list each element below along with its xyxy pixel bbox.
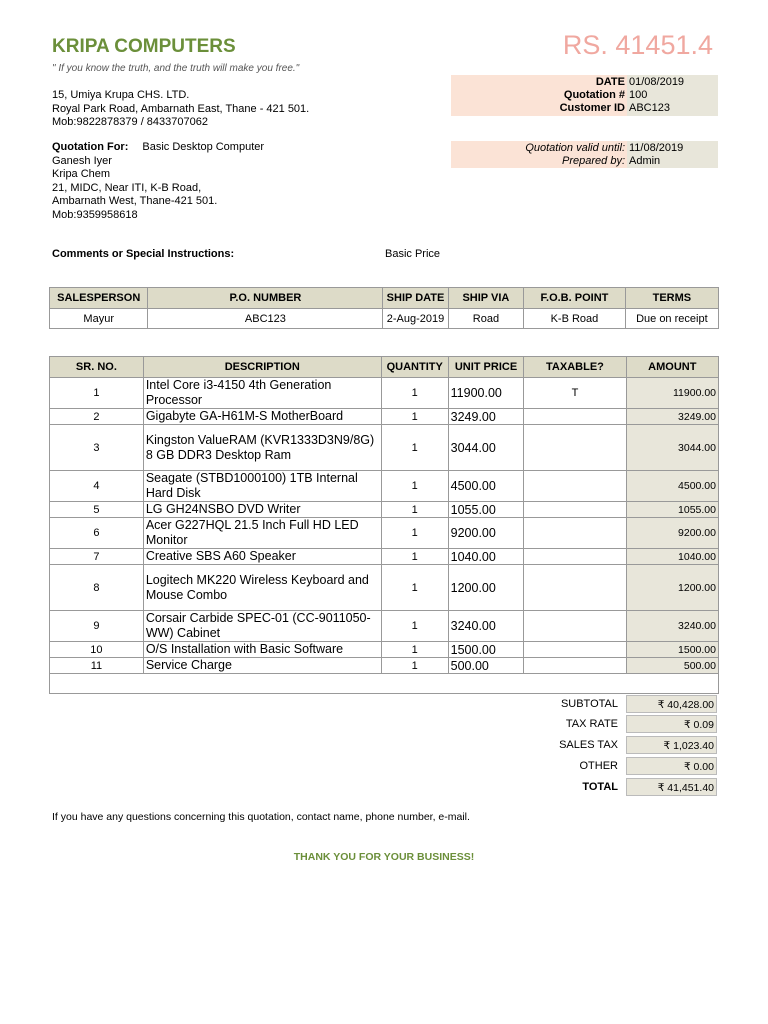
item-amount: 1500.00 (626, 642, 718, 658)
item-price: 1500.00 (448, 642, 524, 658)
item-sr: 11 (50, 658, 144, 674)
item-tax (524, 471, 626, 502)
item-price: 1055.00 (448, 502, 524, 518)
item-sr: 2 (50, 409, 144, 425)
item-sr: 5 (50, 502, 144, 518)
item-sr: 9 (50, 611, 144, 642)
shipping-table (49, 287, 719, 329)
item-qty: 1 (381, 409, 448, 425)
item-qty: 1 (381, 642, 448, 658)
client-line: Ambarnath West, Thane-421 501. (52, 195, 218, 207)
date-value: 01/08/2019 (629, 76, 685, 88)
item-desc: O/S Installation with Basic Software (143, 642, 381, 658)
shipping-header: SHIP VIA (448, 288, 524, 309)
item-tax (524, 549, 626, 565)
company-address (52, 89, 309, 130)
total-heading: RS. 41451.4 (562, 30, 713, 60)
item-qty: 1 (381, 611, 448, 642)
client-line: Mob:9359958618 (52, 208, 138, 221)
item-qty: 1 (381, 549, 448, 565)
item-price: 11900.00 (448, 378, 524, 409)
item-desc: Logitech MK220 Wireless Keyboard and Mouse Combo (143, 565, 381, 611)
items-header: UNIT PRICE (448, 357, 524, 378)
quote-label: Quotation # (563, 89, 625, 101)
item-price: 9200.00 (448, 518, 524, 549)
other-label: OTHER (579, 760, 618, 772)
prepared-label: Prepared by: (562, 155, 625, 167)
item-amount: 11900.00 (626, 378, 718, 409)
item-desc: Kingston ValueRAM (KVR1333D3N9/8G) 8 GB DDR3 Desktop Ram (143, 425, 381, 471)
quote-value: 100 (629, 89, 648, 101)
other-value: ₹ 0.00 (626, 757, 717, 775)
item-sr: 4 (50, 471, 144, 502)
address-line: Royal Park Road, Ambarnath East, Thane - 421 501. (52, 102, 310, 115)
item-amount: 1040.00 (626, 549, 718, 565)
item-tax: T (524, 378, 626, 409)
item-amount: 9200.00 (626, 518, 718, 549)
quote-meta-box (451, 75, 718, 116)
company-tagline: " If you know the truth, and the truth will make you free." (52, 63, 300, 74)
shipping-cell: 2-Aug-2019 (383, 309, 448, 329)
item-amount: 1055.00 (626, 502, 718, 518)
valid-value: 11/08/2019 (629, 142, 684, 154)
item-tax (524, 565, 626, 611)
salestax-value: ₹ 1,023.40 (626, 736, 717, 754)
item-amount: 3240.00 (626, 611, 718, 642)
address-line: Mob:9822878379 / 8433707062 (52, 116, 208, 128)
item-desc: Gigabyte GA-H61M-S MotherBoard (143, 409, 381, 425)
item-price: 3240.00 (448, 611, 524, 642)
item-tax (524, 658, 626, 674)
shipping-cell: Due on receipt (625, 309, 718, 329)
validity-box (451, 141, 718, 168)
item-tax (524, 611, 626, 642)
item-desc: Intel Core i3-4150 4th Generation Processor (143, 378, 381, 409)
valid-label: Quotation valid until: (525, 142, 625, 154)
item-sr: 7 (50, 549, 144, 565)
item-amount: 3249.00 (626, 409, 718, 425)
quotation-for-label: Quotation For: (52, 141, 129, 153)
shipping-header: F.O.B. POINT (524, 288, 626, 309)
client-line: Kripa Chem (52, 168, 111, 180)
thank-you-note: THANK YOU FOR YOUR BUSINESS! (293, 851, 475, 863)
item-amount: 3044.00 (626, 425, 718, 471)
shipping-cell: K-B Road (524, 309, 626, 329)
taxrate-label: TAX RATE (565, 718, 618, 730)
contact-note: If you have any questions concerning this quotation, contact name, phone number, e-mail. (52, 811, 470, 823)
item-desc: Creative SBS A60 Speaker (143, 549, 381, 565)
shipping-header: SALESPERSON (50, 288, 148, 309)
items-header: AMOUNT (626, 357, 718, 378)
items-header: QUANTITY (381, 357, 448, 378)
item-qty: 1 (381, 518, 448, 549)
item-qty: 1 (381, 425, 448, 471)
item-price: 3044.00 (448, 425, 524, 471)
item-sr: 1 (50, 378, 144, 409)
comments-label: Comments or Special Instructions: (52, 248, 235, 260)
prepared-value: Admin (629, 155, 661, 167)
client-line: 21, MIDC, Near ITI, K-B Road, (52, 181, 202, 194)
taxrate-value: ₹ 0.09 (626, 715, 717, 733)
item-qty: 1 (381, 471, 448, 502)
item-desc: Acer G227HQL 21.5 Inch Full HD LED Monitor (143, 518, 381, 549)
client-block (52, 141, 264, 222)
customer-label: Customer ID (559, 102, 625, 114)
item-tax (524, 642, 626, 658)
subtotal-value: ₹ 40,428.00 (626, 695, 717, 713)
blank-row (50, 674, 719, 694)
item-amount: 1200.00 (626, 565, 718, 611)
salestax-label: SALES TAX (559, 739, 618, 751)
item-price: 3249.00 (448, 409, 524, 425)
item-tax (524, 502, 626, 518)
customer-value: ABC123 (629, 102, 670, 114)
item-price: 1040.00 (448, 549, 524, 565)
comments-value: Basic Price (385, 248, 441, 260)
item-desc: Corsair Carbide SPEC-01 (CC-9011050-WW) Cabinet (143, 611, 381, 642)
item-tax (524, 518, 626, 549)
item-price: 1200.00 (448, 565, 524, 611)
item-qty: 1 (381, 502, 448, 518)
shipping-cell: Mayur (50, 309, 148, 329)
date-label: DATE (595, 76, 625, 88)
address-line: 15, Umiya Krupa CHS. LTD. (52, 89, 190, 101)
item-tax (524, 409, 626, 425)
items-header: DESCRIPTION (143, 357, 381, 378)
item-price: 500.00 (448, 658, 524, 674)
item-qty: 1 (381, 378, 448, 409)
items-table (49, 356, 719, 694)
total-label: TOTAL (582, 781, 618, 793)
total-value: ₹ 41,451.40 (626, 778, 717, 796)
shipping-header: SHIP DATE (383, 288, 448, 309)
item-desc: LG GH24NSBO DVD Writer (143, 502, 381, 518)
item-amount: 500.00 (626, 658, 718, 674)
shipping-header: P.O. NUMBER (148, 288, 383, 309)
item-tax (524, 425, 626, 471)
client-line: Ganesh Iyer (52, 154, 112, 167)
shipping-cell: ABC123 (148, 309, 383, 329)
shipping-header: TERMS (625, 288, 718, 309)
items-header: SR. NO. (50, 357, 144, 378)
item-desc: Seagate (STBD1000100) 1TB Internal Hard Disk (143, 471, 381, 502)
shipping-cell: Road (448, 309, 524, 329)
item-sr: 6 (50, 518, 144, 549)
item-sr: 8 (50, 565, 144, 611)
quotation-purpose: Basic Desktop Computer (142, 141, 265, 153)
item-desc: Service Charge (143, 658, 381, 674)
item-sr: 10 (50, 642, 144, 658)
item-sr: 3 (50, 425, 144, 471)
items-header: TAXABLE? (524, 357, 626, 378)
subtotal-label: SUBTOTAL (560, 698, 618, 710)
company-name: KRIPA COMPUTERS (52, 36, 236, 57)
item-price: 4500.00 (448, 471, 524, 502)
item-qty: 1 (381, 565, 448, 611)
item-qty: 1 (381, 658, 448, 674)
item-amount: 4500.00 (626, 471, 718, 502)
